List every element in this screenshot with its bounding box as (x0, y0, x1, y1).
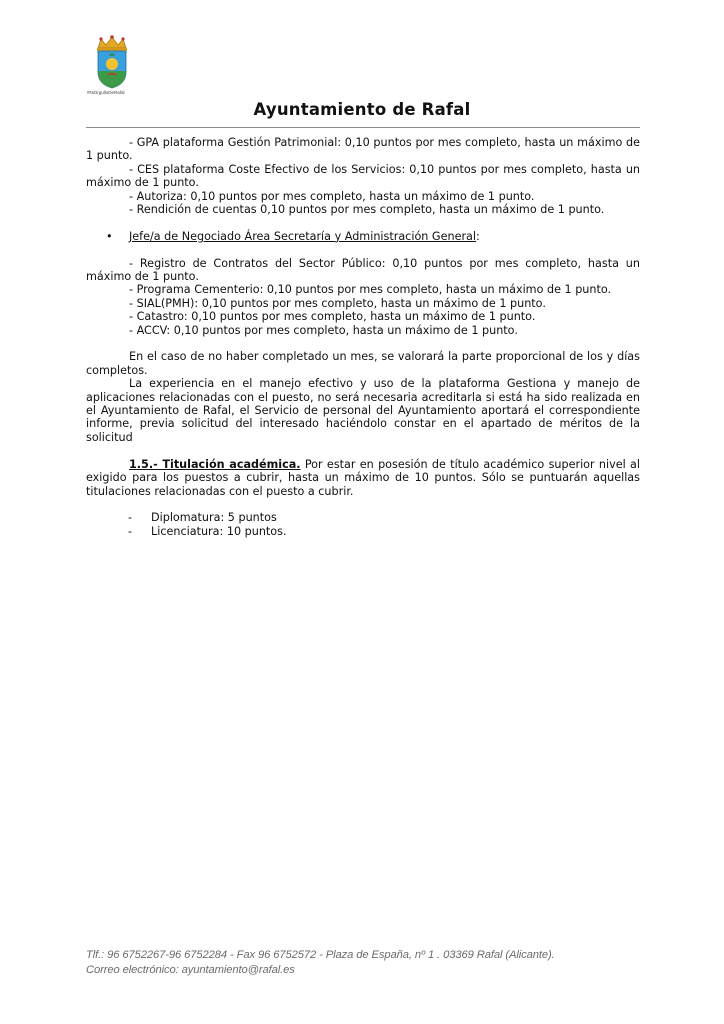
list-item: - SIAL(PMH): 0,10 puntos por mes completo, hasta un máximo de 1 punto. (129, 296, 546, 310)
list-item: - CES plataforma Coste Efectivo de los Servicios: 0,10 puntos por mes completo, hasta un máximo de 1 punto. (86, 162, 640, 190)
degree-item: - Licenciatura: 10 puntos. (128, 524, 287, 538)
document-body (86, 136, 640, 538)
paragraph-experience: La experiencia en el manejo efectivo y uso de la plataforma Gestiona y manejo de aplicaciones relacionadas con el puesto, no será necesaria acreditarla si está ha sido realizada en el Ayuntamiento de Rafal, el Servicio de personal del Ayuntamiento aportará el correspondiente informe, previa solicitud del interesado haciéndolo constar en el apartado de méritos de la solicitud (86, 377, 640, 444)
degree-item: - Diplomatura: 5 puntos (128, 511, 277, 525)
section-text: Por estar en posesión de título académico superior nivel al exigido para los puestos a cubrir, hasta un máximo de 10 puntos. Sólo se puntuarán aquellas titulaciones relacionadas con el puesto a cubrir. (86, 457, 641, 498)
logo-caption: #NiOrgulloDeRafal (87, 90, 125, 95)
page-title: Ayuntamiento de Rafal (253, 100, 471, 119)
list-item: - GPA plataforma Gestión Patrimonial: 0,10 puntos por mes completo, hasta un máximo de 1 punto. (86, 136, 640, 163)
list-item: - Programa Cementerio: 0,10 puntos por mes completo, hasta un máximo de 1 punto. (129, 283, 612, 297)
bullet-heading (86, 230, 640, 243)
bullet-title: Jefe/a de Negociado Área Secretaría y Administración General (129, 229, 477, 243)
list-item: - Catastro: 0,10 puntos por mes completo, hasta un máximo de 1 punto. (129, 310, 536, 324)
paragraph-proportional: En el caso de no haber completado un mes, se valorará la parte proporcional de los y días completos. (86, 350, 640, 377)
bullet-suffix: : (476, 229, 480, 243)
list-item: - ACCV: 0,10 puntos por mes completo, hasta un máximo de 1 punto. (129, 323, 518, 337)
section-heading: 1.5.- Titulación académica. (129, 457, 301, 471)
degree-text: Licenciatura: 10 puntos. (151, 524, 287, 538)
footer-email: Correo electrónico: ayuntamiento@rafal.es (86, 964, 295, 976)
paragraph-titulacion (86, 458, 640, 498)
header-divider (86, 127, 640, 128)
degree-text: Diplomatura: 5 puntos (151, 511, 277, 525)
list-item: - Registro de Contratos del Sector Público: 0,10 puntos por mes completo, hasta un máximo de 1 punto. (86, 256, 640, 284)
coat-of-arms-logo (86, 34, 138, 96)
list-item: - Autoriza: 0,10 puntos por mes completo, hasta un máximo de 1 punto. (129, 189, 535, 203)
footer-contact: Tlf.: 96 6752267-96 6752284 - Fax 96 6752572 - Plaza de España, nº 1 . 03369 Rafal (Alicante). (86, 949, 555, 961)
bullet-symbol: • (106, 229, 113, 243)
list-item: - Rendición de cuentas 0,10 puntos por mes completo, hasta un máximo de 1 punto. (129, 203, 605, 217)
page-footer (86, 948, 646, 978)
